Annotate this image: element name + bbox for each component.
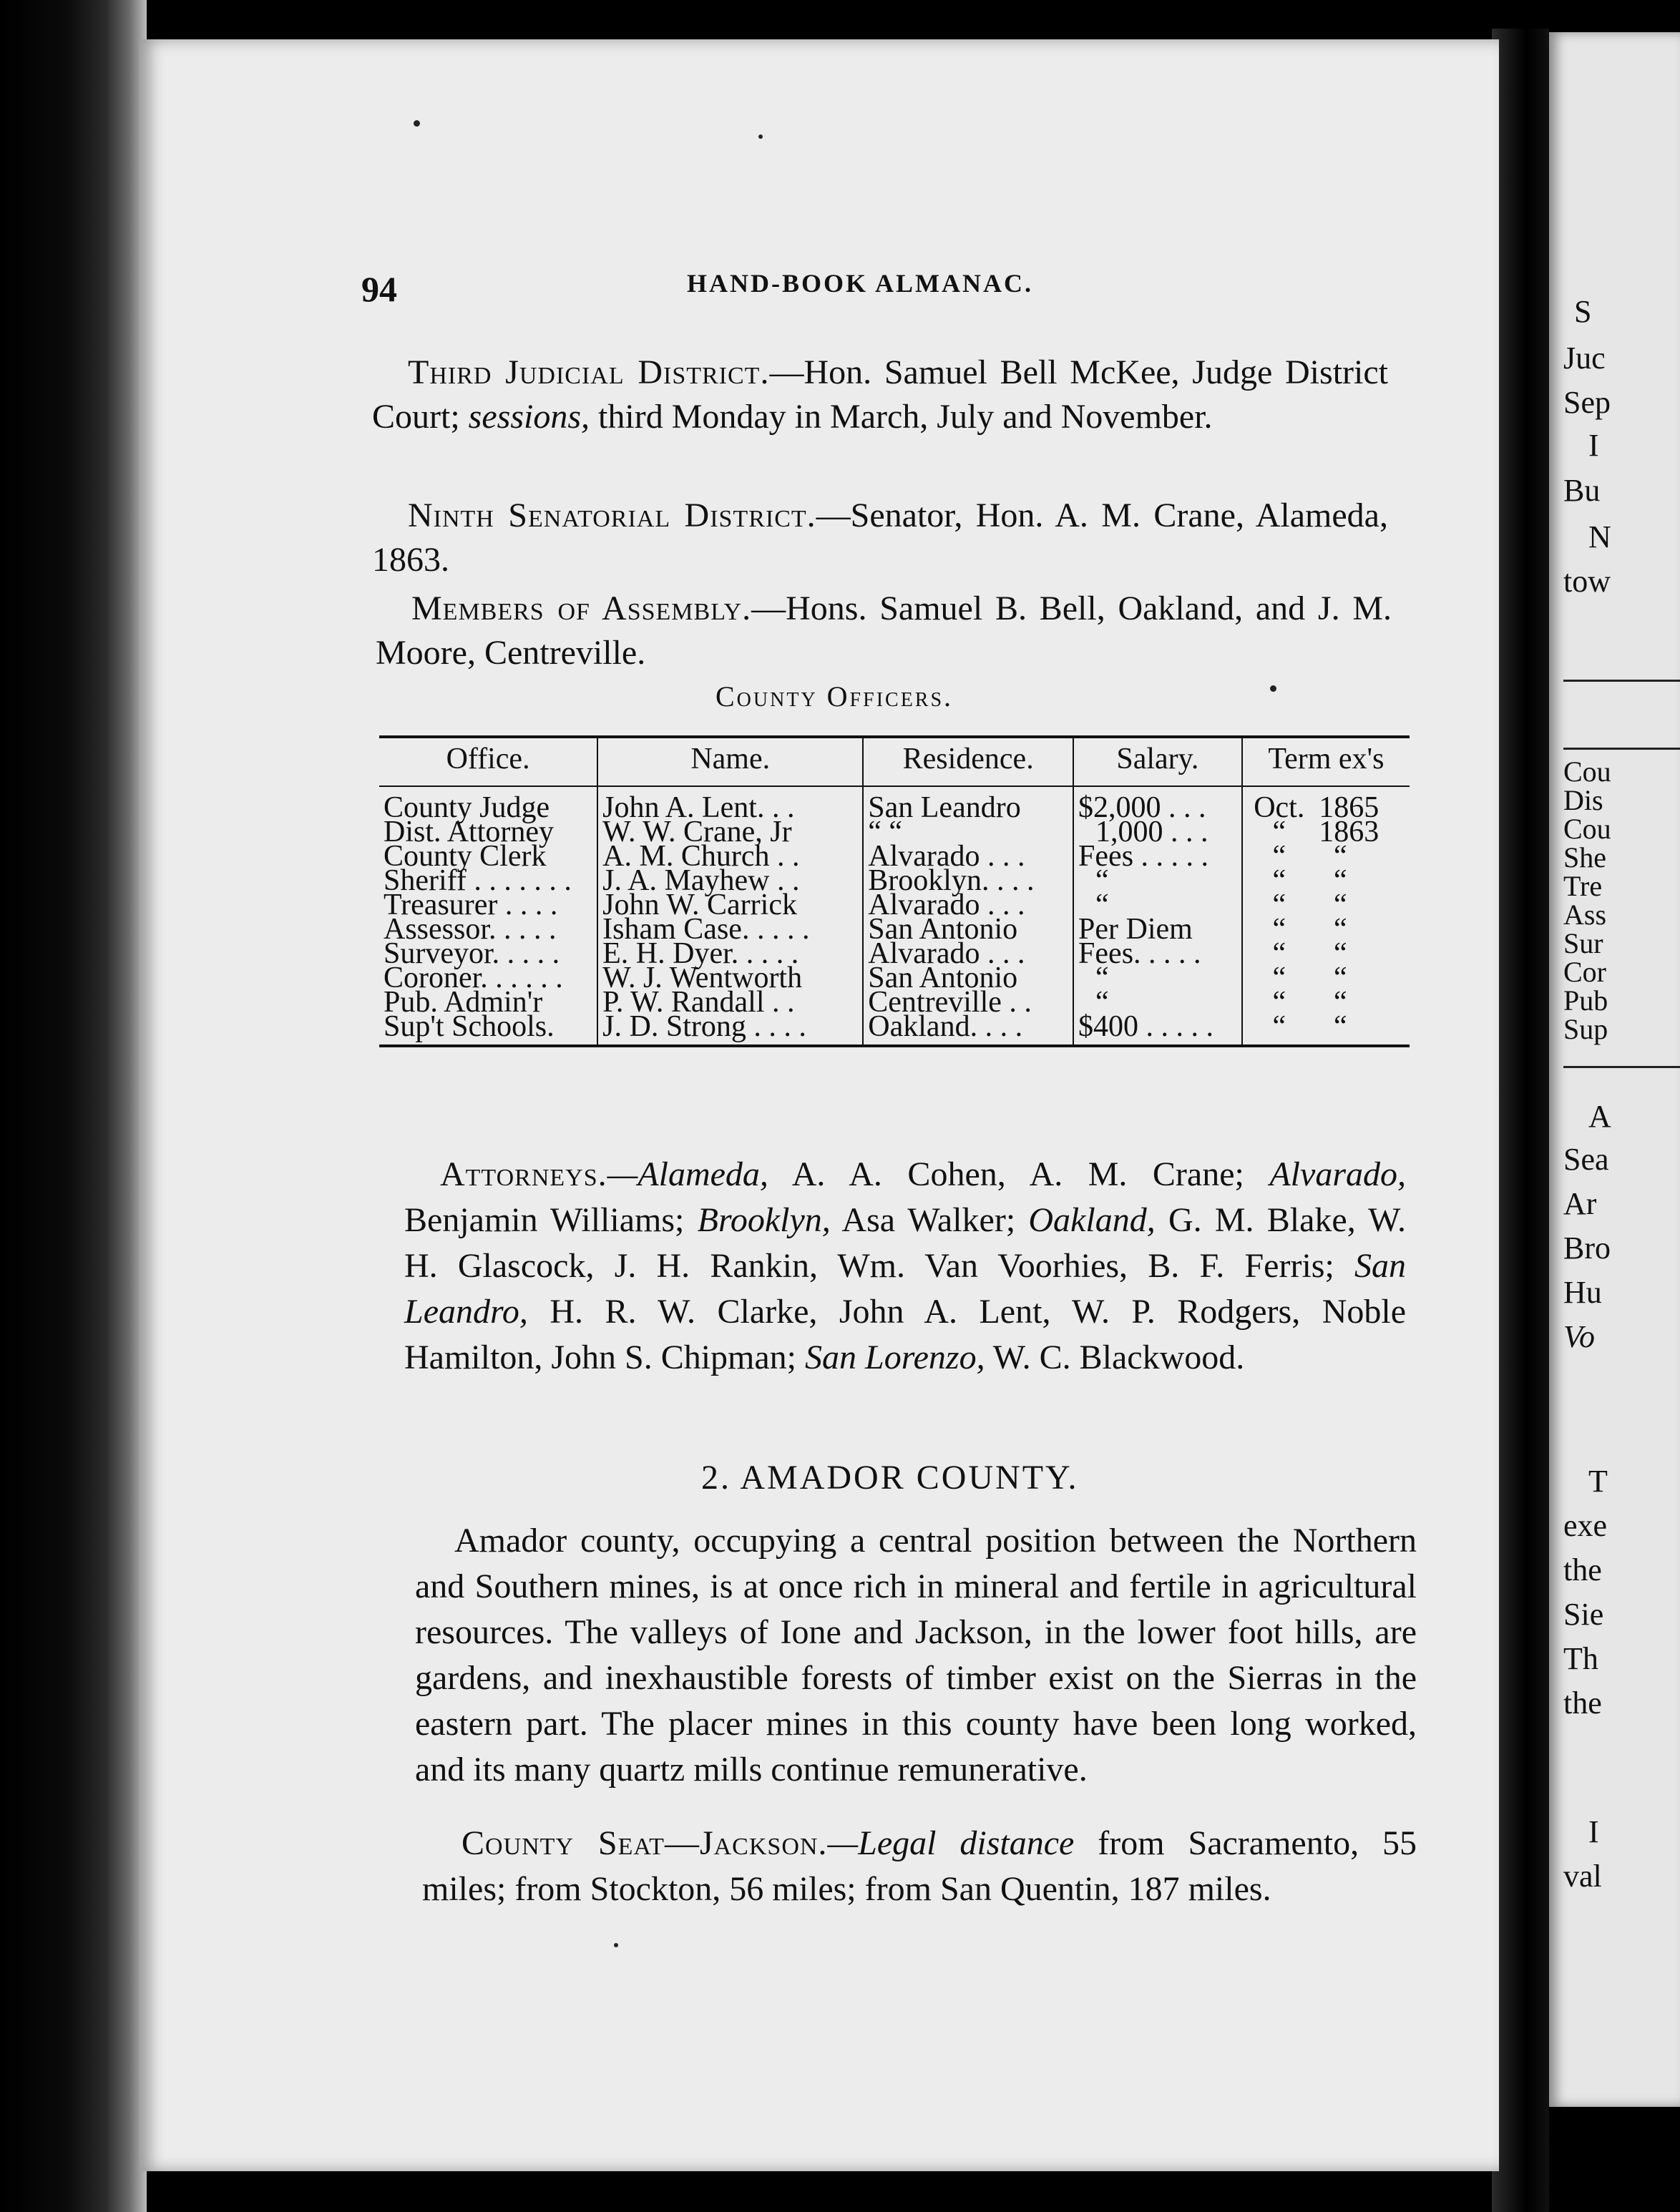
running-head: HAND-BOOK ALMANAC. [687, 269, 1033, 298]
salary-cell: “ [1073, 966, 1242, 990]
salary-cell: 1,000 . . . [1073, 820, 1242, 844]
name-cell: A. M. Church . . [597, 844, 863, 868]
office-cell: Coroner. . . . . . [384, 961, 563, 994]
term-cell [1242, 816, 1410, 848]
salary-cell: $400 . . . . . [1073, 1014, 1242, 1046]
facing-page-line: Vo [1563, 1319, 1595, 1354]
term-month: “ [1272, 961, 1286, 994]
term-cell [1242, 1010, 1410, 1046]
facing-page-line: Hu [1563, 1275, 1602, 1310]
residence-cell: San Antonio [863, 917, 1073, 941]
term-year: “ [1333, 986, 1347, 1019]
facing-page-list-item: Cou [1563, 813, 1611, 845]
facing-page-line: Sie [1563, 1597, 1604, 1632]
senatorial-district-lead: Ninth Senatorial District. [408, 496, 816, 534]
salary-cell: Fees . . . . . [1073, 844, 1242, 868]
facing-page-fragment [1549, 32, 1680, 2107]
term-month: “ [1272, 840, 1286, 873]
term-year: “ [1333, 840, 1347, 873]
residence-cell: Alvarado . . . [863, 941, 1073, 966]
county-seat-paragraph [422, 1821, 1417, 1912]
office-cell: Sup't Schools. [379, 1014, 597, 1046]
term-cell [1242, 840, 1410, 873]
header-salary: Salary. [1073, 737, 1242, 786]
attorneys-segment: San Lorenzo, [805, 1339, 985, 1376]
name-cell: W. W. Crane, Jr [597, 820, 863, 844]
residence-cell: Centreville . . [863, 990, 1073, 1014]
term-cell [1242, 986, 1410, 1019]
name-cell: Isham Case. . . . . [597, 917, 863, 941]
office-cell: Sheriff . . . . . . . [384, 864, 572, 897]
facing-page-rule [1563, 680, 1680, 682]
salary-cell: $2,000 . . . [1073, 786, 1242, 820]
residence-cell: Brooklyn. . . . [863, 868, 1073, 893]
facing-page-line: Th [1563, 1641, 1598, 1676]
judicial-district-lead: Third Judicial District. [408, 353, 770, 391]
facing-page-list-item: Sur [1563, 927, 1603, 959]
facing-page-list-item: Cou [1563, 755, 1611, 788]
page-number: 94 [361, 269, 397, 309]
facing-page-line: N [1588, 519, 1611, 554]
header-term: Term ex's [1242, 737, 1410, 786]
table-row [379, 786, 1410, 820]
facing-page-line: val [1563, 1859, 1602, 1894]
facing-page-line: the [1563, 1552, 1602, 1587]
term-cell [1242, 937, 1410, 970]
attorneys-segment: A. A. Cohen, A. M. Crane; [768, 1155, 1270, 1193]
facing-page-list-item: Dis [1563, 784, 1603, 816]
print-speck [758, 134, 763, 139]
name-cell: J. D. Strong . . . . [597, 1014, 863, 1046]
office-cell: Treasurer . . . . [384, 889, 558, 921]
attorneys-segment: —Alameda, [607, 1155, 768, 1193]
attorneys-segment: Brooklyn, [697, 1201, 831, 1239]
senatorial-district-paragraph [372, 494, 1388, 582]
attorneys-segment: Oakland, [1028, 1201, 1156, 1239]
office-cell: County Judge [384, 791, 550, 824]
term-year: 1865 [1319, 791, 1379, 824]
attorneys-segment: Benjamin Williams; [404, 1201, 698, 1239]
book-gutter [1492, 29, 1549, 2212]
facing-page-line: tow [1563, 564, 1611, 599]
attorneys-segment: W. C. Blackwood. [985, 1339, 1245, 1376]
term-month: Oct. [1254, 791, 1305, 824]
salary-cell: Per Diem [1073, 917, 1242, 941]
facing-page-line: Ar [1563, 1186, 1597, 1221]
term-month: “ [1272, 816, 1286, 848]
office-cell: Assessor. . . . . [384, 913, 557, 946]
term-month: “ [1272, 913, 1286, 946]
facing-page-line: T [1588, 1464, 1608, 1499]
facing-page-list-item: Ass [1563, 899, 1607, 931]
amador-county-heading: 2. AMADOR COUNTY. [701, 1459, 1079, 1497]
name-cell: E. H. Dyer. . . . . [597, 941, 863, 966]
term-month: “ [1272, 864, 1286, 897]
facing-page-line: S [1574, 294, 1592, 329]
county-officers-table [379, 735, 1410, 1047]
county-seat-text: from Sacramento, 55 miles; from Stockton, 56 miles; from San Quentin, 187 miles. [422, 1824, 1417, 1908]
residence-cell: “ “ [863, 820, 1073, 844]
term-year: “ [1333, 864, 1347, 897]
salary-cell: Fees. . . . . [1073, 941, 1242, 966]
facing-page-line: Bro [1563, 1230, 1611, 1266]
attorneys-lead: Attorneys. [440, 1155, 607, 1193]
facing-page-line: I [1588, 1814, 1599, 1849]
attorneys-paragraph [404, 1152, 1406, 1381]
term-month: “ [1272, 986, 1286, 1019]
residence-cell: San Leandro [863, 786, 1073, 820]
office-cell: Surveyor. . . . . [384, 937, 560, 970]
facing-page-list-item: Pub [1563, 984, 1608, 1017]
attorneys-segment: Alvarado, [1269, 1155, 1406, 1193]
residence-cell: Alvarado . . . [863, 844, 1073, 868]
table-header-row [379, 737, 1410, 786]
term-cell [1242, 961, 1410, 994]
term-cell [1242, 786, 1410, 824]
term-month: “ [1272, 889, 1286, 921]
facing-page-line: Bu [1563, 473, 1601, 508]
term-cell [1242, 864, 1410, 897]
county-seat-lead: County Seat—Jackson. [461, 1824, 828, 1862]
facing-page-list-item: She [1563, 841, 1606, 873]
table-row [379, 1014, 1410, 1046]
facing-page-rule [1563, 748, 1680, 750]
county-officers-title: County Officers. [716, 680, 954, 713]
assembly-text: —Hons. Samuel B. Bell, Oakland, and J. M. Moore, Centreville. [376, 589, 1392, 672]
senatorial-district-text: —Senator, Hon. A. M. Crane, Alameda, 1863. [372, 496, 1388, 579]
sessions-label: sessions, [468, 398, 590, 436]
judicial-district-text: —Hon. Samuel Bell McKee, Judge District Court; [372, 353, 1388, 436]
salary-cell: “ [1073, 990, 1242, 1014]
header-name: Name. [597, 737, 863, 786]
legal-distance-label: —Legal distance [827, 1824, 1075, 1862]
judicial-district-paragraph [372, 351, 1388, 439]
facing-page-line: A [1588, 1099, 1611, 1134]
salary-cell: “ [1073, 868, 1242, 893]
term-month: “ [1272, 1010, 1286, 1043]
header-office: Office. [379, 737, 597, 786]
assembly-lead: Members of Assembly. [411, 589, 752, 627]
name-cell: John W. Carrick [597, 893, 863, 917]
office-cell: Pub. Admin'r [384, 986, 543, 1019]
book-binding-edge [0, 0, 147, 2212]
attorneys-segment: G. M. Blake, W. H. Glascock, J. H. Rankin, Wm. Van Voorhies, B. F. Ferris; [404, 1201, 1406, 1285]
residence-cell: Alvarado . . . [863, 893, 1073, 917]
term-month: “ [1272, 937, 1286, 970]
term-year: “ [1333, 961, 1347, 994]
attorneys-segment: H. R. W. Clarke, John A. Lent, W. P. Rodgers, Noble Hamilton, John S. Chipman; [404, 1293, 1406, 1376]
judicial-district-text-end: third Monday in March, July and November. [590, 398, 1213, 436]
residence-cell: Oakland. . . . [863, 1014, 1073, 1046]
facing-page-rule [1563, 1066, 1680, 1068]
term-cell [1242, 913, 1410, 946]
facing-page-line: Juc [1563, 341, 1606, 376]
facing-page-line: exe [1563, 1508, 1608, 1543]
term-year: 1863 [1319, 816, 1379, 848]
assembly-paragraph [376, 587, 1392, 675]
office-cell: County Clerk [384, 840, 547, 873]
term-year: “ [1333, 913, 1347, 946]
term-year: “ [1333, 1010, 1347, 1043]
residence-cell: San Antonio [863, 966, 1073, 990]
term-year: “ [1333, 937, 1347, 970]
name-cell: John A. Lent. . . [597, 786, 863, 820]
amador-description-paragraph: Amador county, occupying a central position between the Northern and Southern mines, is at once rich in mineral and fertile in agricultural resources. The valleys of Ione and Jackson, in the lower foot hills, are gardens, and inexhaustible forests of timber exist on the Sierras in the eastern part. The placer mines in this county have been long worked, and its many quartz mills continue remunerative. [415, 1522, 1417, 1788]
office-cell: Dist. Attorney [384, 816, 554, 848]
facing-page-line: Sep [1563, 385, 1611, 420]
header-residence: Residence. [863, 737, 1073, 786]
print-speck [1270, 685, 1276, 692]
term-year: “ [1333, 889, 1347, 921]
name-cell: W. J. Wentworth [597, 966, 863, 990]
facing-page-list-item: Tre [1563, 870, 1603, 902]
facing-page-line: I [1588, 428, 1599, 463]
name-cell: P. W. Randall . . [597, 990, 863, 1014]
print-speck [614, 1943, 618, 1947]
facing-page-list-item: Cor [1563, 956, 1606, 988]
attorneys-segment: Asa Walker; [830, 1201, 1029, 1239]
name-cell: J. A. Mayhew . . [597, 868, 863, 893]
term-cell [1242, 889, 1410, 921]
facing-page-list-item: Sup [1563, 1013, 1608, 1045]
facing-page-line: Sea [1563, 1142, 1609, 1177]
print-speck [414, 120, 420, 127]
attorneys-segment: San Leandro, [404, 1247, 1406, 1331]
facing-page-line: the [1563, 1685, 1602, 1721]
salary-cell: “ [1073, 893, 1242, 917]
